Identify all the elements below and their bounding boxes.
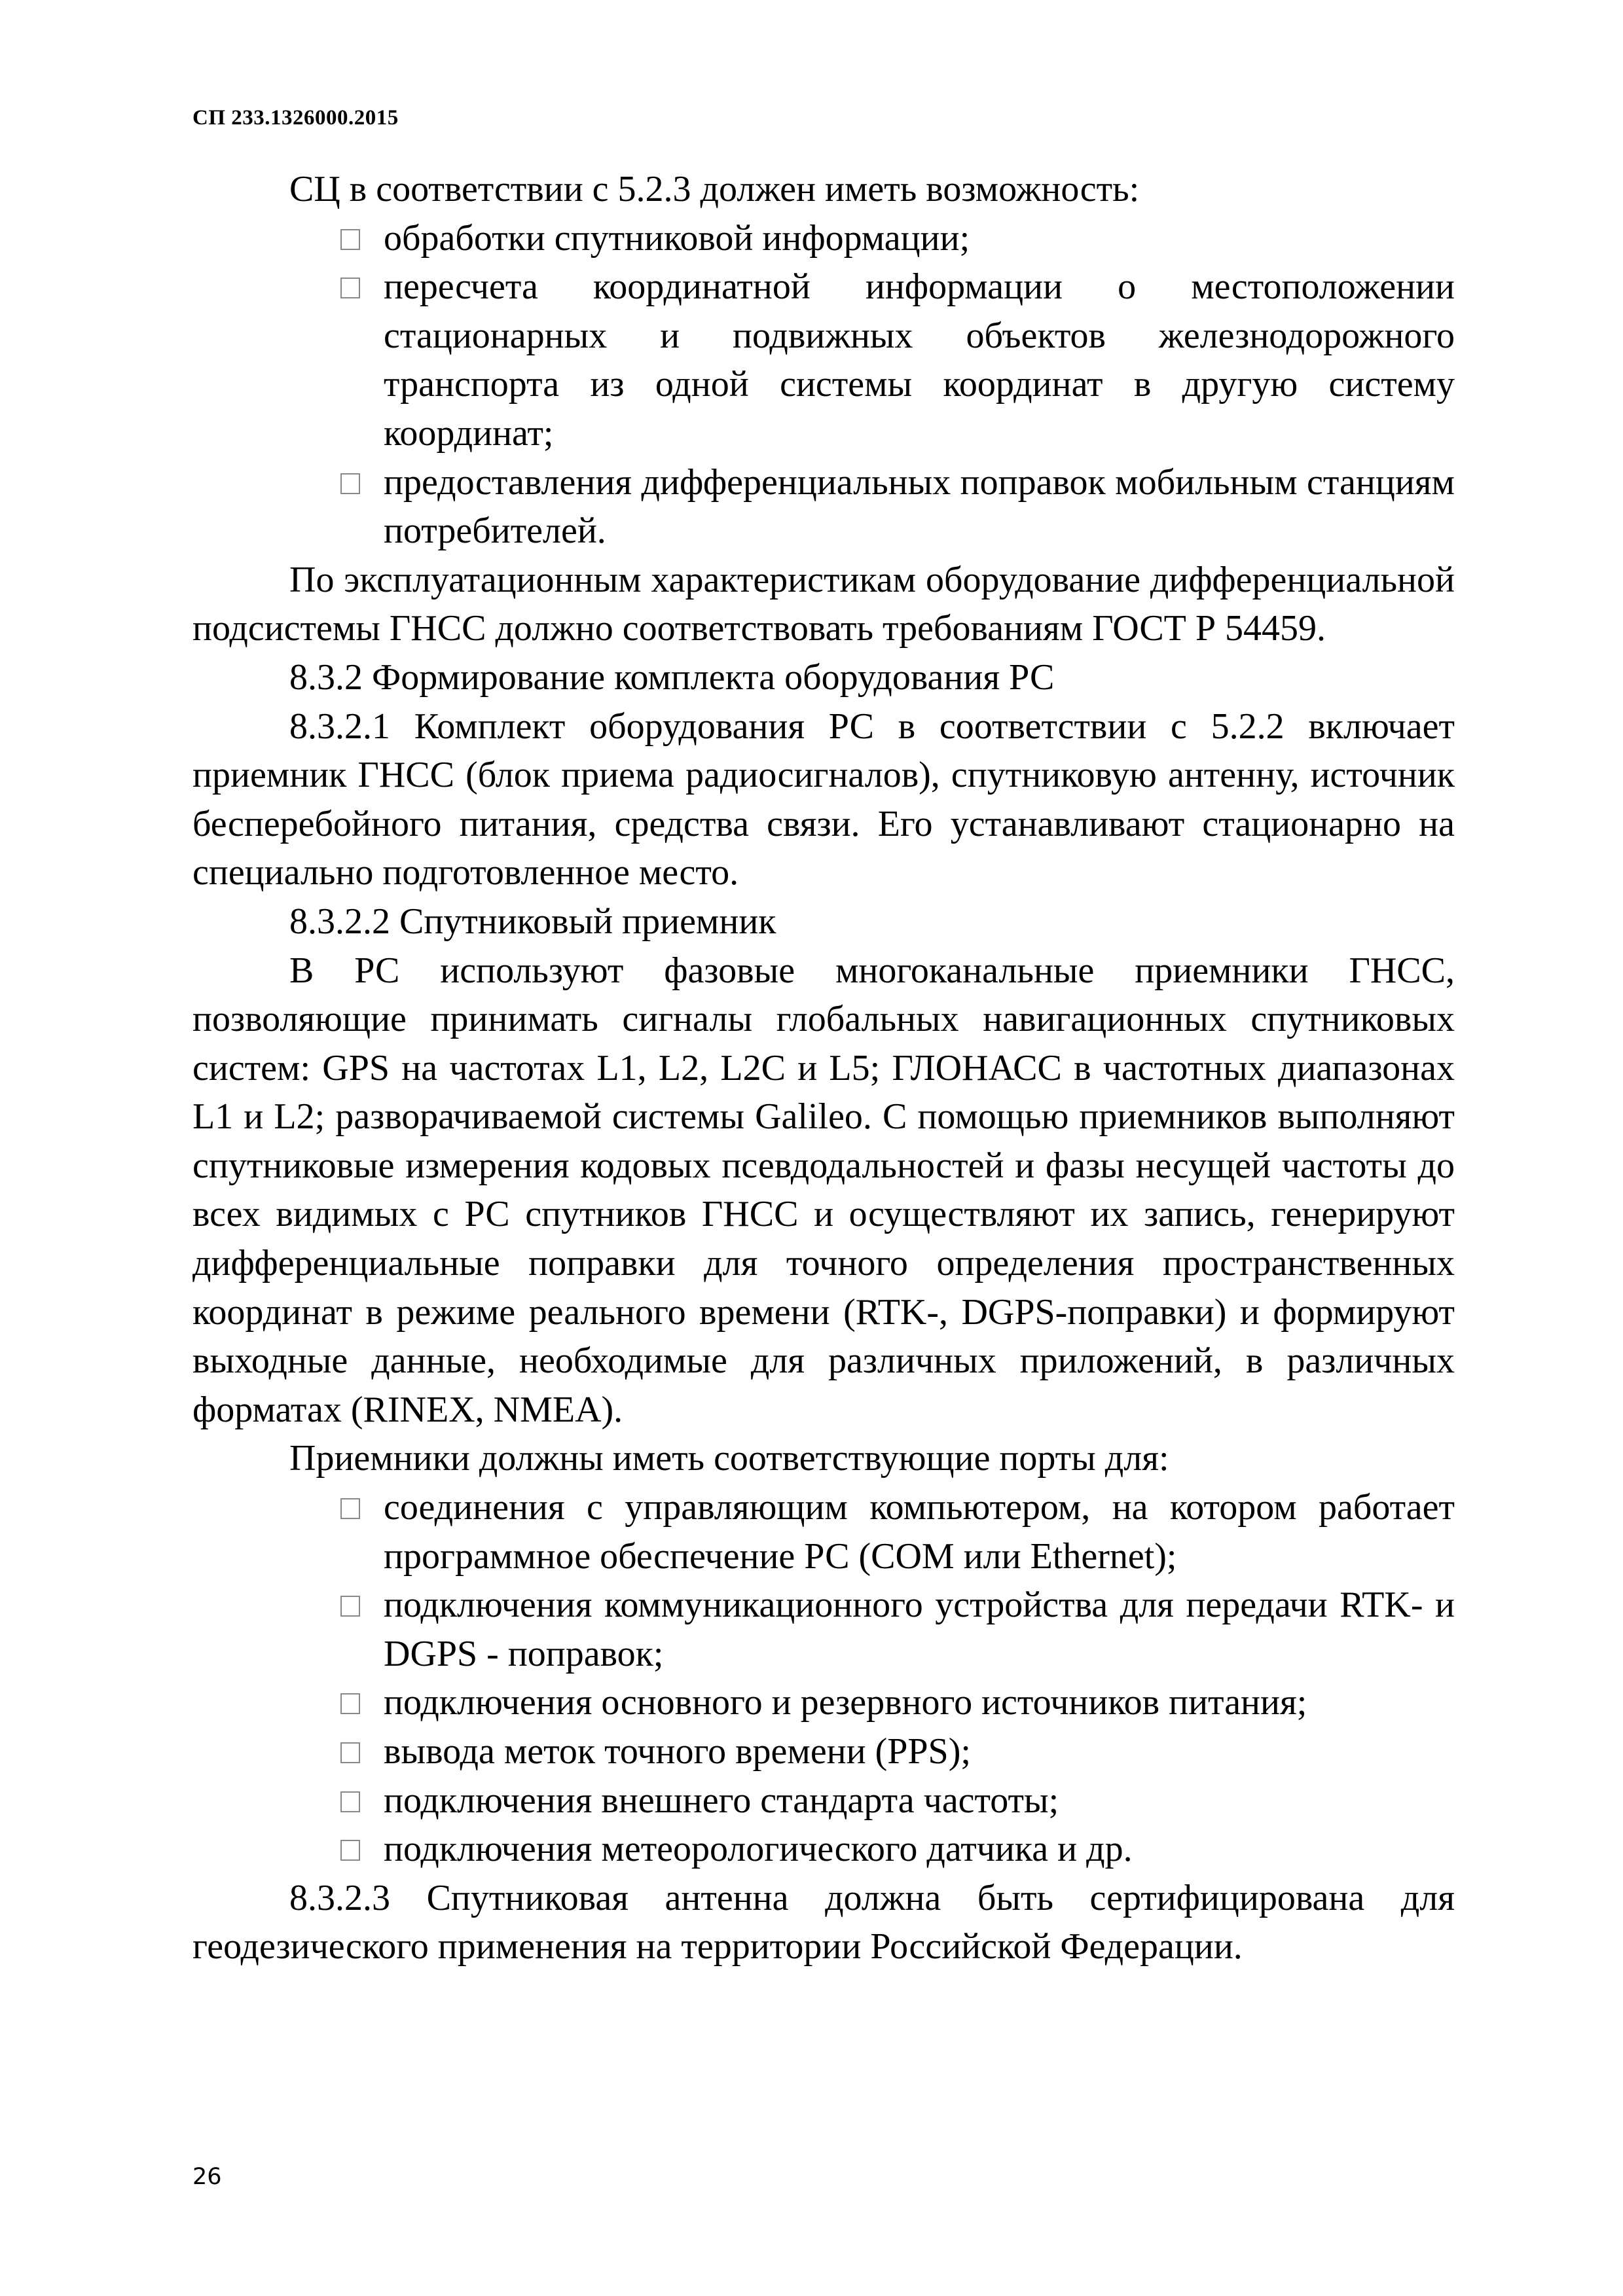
list-item bbox=[192, 214, 1455, 263]
bullet-box-icon bbox=[340, 473, 360, 494]
sc-capabilities-list bbox=[192, 214, 1455, 556]
bullet-box-icon bbox=[340, 278, 360, 298]
paragraph-operational-characteristics: По эксплуатационным характеристикам оборудование дифференциальной подсистемы ГНСС должно соответствовать требованиям ГОСТ Р 54459. bbox=[192, 559, 1455, 649]
list-item-text: подключения коммуникационного устройства для передачи RTK- и DGPS - поправок; bbox=[384, 1585, 1455, 1674]
bullet-box-icon bbox=[340, 229, 360, 250]
list-item bbox=[192, 1776, 1455, 1825]
bullet-box-icon bbox=[340, 1693, 360, 1714]
list-item bbox=[192, 1678, 1455, 1727]
list-item bbox=[192, 458, 1455, 556]
list-item-text: подключения внешнего стандарта частоты; bbox=[384, 1780, 1059, 1821]
bullet-box-icon bbox=[340, 1596, 360, 1617]
list-item-text: соединения с управляющим компьютером, на котором работает программное обеспечение РС (COM или Ethernet); bbox=[384, 1487, 1455, 1577]
paragraph-receivers-description: В РС используют фазовые многоканальные приемники ГНСС, позволяющие принимать сигналы глобальных навигационных спутниковых систем: GPS на частотах L1, L2, L2C и L5; ГЛОНАСС в частотных диапазонах L1 и L2; разворачиваемой системы Galileo. С помощью приемников выполняют спутниковые измерения кодовых псевдодальностей и фазы несущей частоты до всех видимых с РС спутников ГНСС и осуществляют их запись, генерируют дифференциальные поправки для точного определения пространственных координат в режиме реального времени (RTK-, DGPS-поправки) и формируют выходные данные, необходимые для различных приложений, в различных форматах (RINEX, NMEA). bbox=[192, 950, 1455, 1430]
list-item-text: подключения метеорологического датчика и др. bbox=[384, 1829, 1133, 1870]
paragraph-8-3-2-1: 8.3.2.1 Комплект оборудования РС в соответствии с 5.2.2 включает приемник ГНСС (блок приема радиосигналов), спутниковую антенну, источник бесперебойного питания, средства связи. Его устанавливают стационарно на специально подготовленное место. bbox=[192, 706, 1455, 893]
list-item-text: предоставления дифференциальных поправок мобильным станциям потребителей. bbox=[384, 461, 1455, 552]
bullet-box-icon bbox=[340, 1742, 360, 1763]
section-heading-8-3-2: 8.3.2 Формирование комплекта оборудования РС bbox=[289, 656, 1055, 698]
document-code-header: СП 233.1326000.2015 bbox=[192, 106, 399, 130]
list-item bbox=[192, 1581, 1455, 1678]
list-item-text: подключения основного и резервного источников питания; bbox=[384, 1682, 1307, 1723]
paragraph-8-3-2-3: 8.3.2.3 Спутниковая антенна должна быть сертифицирована для геодезического применения на территории Российской Федерации. bbox=[192, 1877, 1455, 1967]
list-item-text: вывода меток точного времени (PPS); bbox=[384, 1731, 971, 1772]
paragraph-ports-intro: Приемники должны иметь соответствующие порты для: bbox=[289, 1438, 1169, 1479]
receiver-ports-list bbox=[192, 1483, 1455, 1874]
bullet-box-icon bbox=[340, 1840, 360, 1861]
list-item bbox=[192, 1727, 1455, 1776]
list-item bbox=[192, 1825, 1455, 1874]
section-heading-8-3-2-2: 8.3.2.2 Спутниковый приемник bbox=[289, 901, 776, 942]
list-item bbox=[192, 1483, 1455, 1581]
page-number: 26 bbox=[192, 2164, 222, 2190]
bullet-box-icon bbox=[340, 1498, 360, 1519]
list-item-text: обработки спутниковой информации; bbox=[384, 217, 970, 259]
list-item bbox=[192, 262, 1455, 457]
page-body bbox=[192, 165, 1455, 1971]
list-item-text: пересчета координатной информации о местоположении стационарных и подвижных объектов железнодорожного транспорта из одной системы координат в другую систему координат; bbox=[384, 266, 1455, 454]
paragraph-sc-capabilities-intro: СЦ в соответствии с 5.2.3 должен иметь возможность: bbox=[289, 169, 1140, 209]
bullet-box-icon bbox=[340, 1791, 360, 1812]
